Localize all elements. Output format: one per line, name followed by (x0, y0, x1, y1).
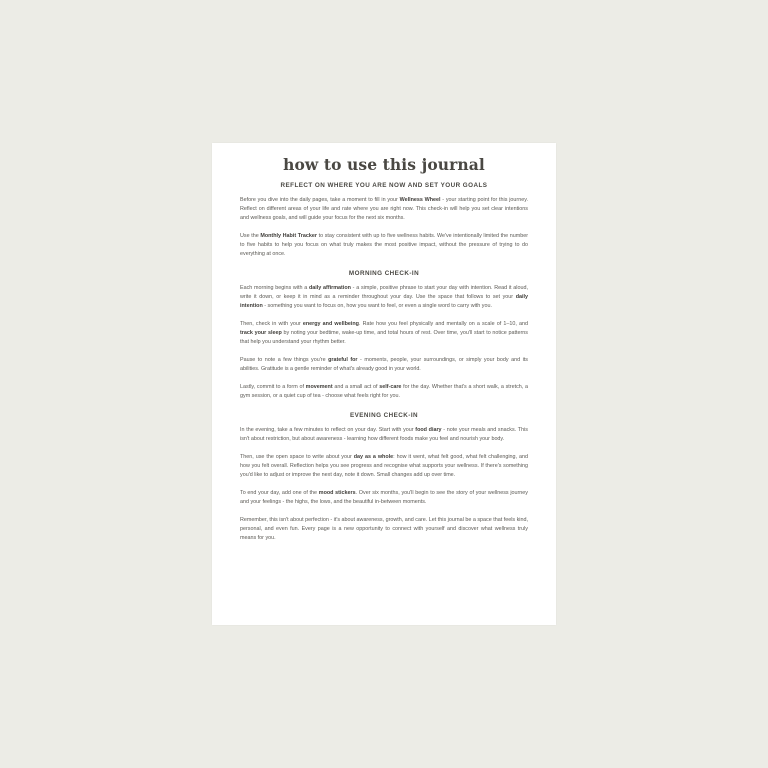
page-title: how to use this journal (283, 155, 485, 174)
section-heading-reflect: REFLECT ON WHERE YOU ARE NOW AND SET YOUR GOALS (280, 182, 488, 189)
paragraph-habit-tracker: Use the Monthly Habit Tracker to stay consistent with up to five wellness habits. We've intentionally limited the number to five habits to help you focus on what truly makes the most positive impact, without the pressure of trying to do everything at once. (240, 233, 529, 258)
paragraph-affirmation: Each morning begins with a daily affirmation - a simple, positive phrase to start your day with intention. Read it aloud, write it down, or keep it in mind as a reminder throughout your day. Use the space that follows to set your daily intention - something you want to focus on, how you want to feel, or even a single word to carry with you. (240, 284, 528, 309)
paragraph-energy: Then, check in with your energy and wellbeing. Rate how you feel physically and mentally on a scale of 1–10, and track your sleep by noting your bedtime, wake-up time, and total hours of rest. Over time, you'll start to notice patterns that help you understand your rhythm better. (240, 320, 528, 346)
paragraph-food-diary: In the evening, take a few minutes to reflect on your day. Start with your food diary - note your meals and snacks. This isn't about restriction, but about awareness - learning how different foods make you feel and nourish your body. (240, 426, 528, 442)
paragraph-wellness-wheel: Before you dive into the daily pages, take a moment to fill in your Wellness Wheel - your starting point for this journey. Reflect on different areas of your life and rate where you are right now. This check-in will help you set clear intentions and wellness goals, and will guide your focus for the next six months. (240, 197, 528, 222)
section-heading-morning: MORNING CHECK-IN (348, 269, 420, 277)
paragraph-movement: Lastly, commit to a form of movement and a small act of self-care for the day. Whether that's a short walk, a stretch, a gym session, or a quiet cup of tea - choose what feels right for you. (240, 384, 528, 400)
paragraph-day-reflection: Then, use the open space to write about your day as a whole: how it went, what felt good, what felt challenging, and how you felt overall. Reflection helps you see progress and recognise what supports your wellness. If there's something you'd like to adjust or improve the next day, note it down. Small changes add up over time. (240, 453, 528, 478)
paragraph-gratitude: Pause to note a few things you're grateful for - moments, people, your surroundings, or simply your body and its abilities. Gratitude is a gentle reminder of what's already good in your world. (240, 357, 528, 373)
journal-page (212, 143, 556, 625)
page-content (240, 156, 528, 552)
section-heading-evening: EVENING CHECK-IN (349, 411, 419, 419)
paragraph-mood-stickers: To end your day, add one of the mood stickers. Over six months, you'll begin to see the story of your wellness journey and your feelings - the highs, the lows, and the beautiful in-between moments. (240, 489, 529, 506)
paragraph-closing: Remember, this isn't about perfection - it's about awareness, growth, and care. Let this journal be a space that feels kind, personal, and even fun. Every page is a new opportunity to connect with yourself and discover what wellness truly means for you. (240, 517, 528, 542)
